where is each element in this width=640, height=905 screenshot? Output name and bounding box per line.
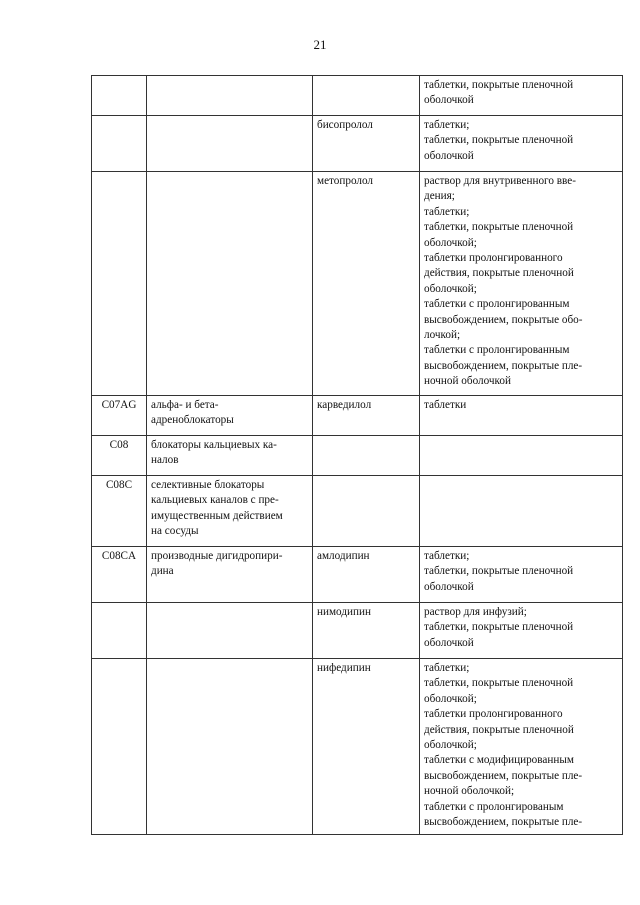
table-row: [92, 116, 623, 172]
pharmacological-group-cell: селективные блокаторы кальциевых каналов с пре- имущественным действием на сосуды: [147, 476, 313, 547]
atc-code-cell: C08CA: [92, 547, 147, 603]
table-row: [92, 603, 623, 659]
atc-code-cell: [92, 172, 147, 396]
table-row: [92, 476, 623, 547]
atc-code-cell: [92, 659, 147, 835]
pharmacological-group-cell: [147, 172, 313, 396]
table-row: [92, 436, 623, 476]
drug-classification-table: [91, 75, 623, 835]
table-row: [92, 547, 623, 603]
pharmacological-group-cell: [147, 76, 313, 116]
pharmacological-group-cell: блокаторы кальциевых ка- налов: [147, 436, 313, 476]
drug-name-cell: метопролол: [313, 172, 420, 396]
table-row: [92, 659, 623, 835]
dosage-form-cell: таблетки; таблетки, покрытые пленочной оболочкой: [420, 116, 623, 172]
pharmacological-group-cell: [147, 659, 313, 835]
atc-code-cell: C08: [92, 436, 147, 476]
atc-code-cell: C08C: [92, 476, 147, 547]
table-row: [92, 396, 623, 436]
drug-name-cell: бисопролол: [313, 116, 420, 172]
table-row: [92, 76, 623, 116]
dosage-form-cell: [420, 436, 623, 476]
drug-name-cell: амлодипин: [313, 547, 420, 603]
pharmacological-group-cell: альфа- и бета- адреноблокаторы: [147, 396, 313, 436]
atc-code-cell: [92, 603, 147, 659]
dosage-form-cell: таблетки; таблетки, покрытые пленочной оболочкой: [420, 547, 623, 603]
dosage-form-cell: таблетки, покрытые пленочной оболочкой: [420, 76, 623, 116]
dosage-form-cell: таблетки: [420, 396, 623, 436]
dosage-form-cell: раствор для внутривенного вве- дения; таблетки; таблетки, покрытые пленочной оболочкой; таблетки пролонгированного действия, покрытые пленочной оболочкой; таблетки с пролонгированным высвобождением, покрытые обо- лочкой; таблетки с пролонгированным высвобождением, покрытые пле- ночной оболочкой: [420, 172, 623, 396]
drug-name-cell: [313, 436, 420, 476]
dosage-form-cell: раствор для инфузий; таблетки, покрытые пленочной оболочкой: [420, 603, 623, 659]
drug-name-cell: нимодипин: [313, 603, 420, 659]
drug-name-cell: [313, 76, 420, 116]
pharmacological-group-cell: производные дигидропири- дина: [147, 547, 313, 603]
page-number: 21: [313, 37, 327, 52]
pharmacological-group-cell: [147, 603, 313, 659]
drug-name-cell: [313, 476, 420, 547]
atc-code-cell: [92, 116, 147, 172]
atc-code-cell: C07AG: [92, 396, 147, 436]
drug-name-cell: нифедипин: [313, 659, 420, 835]
dosage-form-cell: [420, 476, 623, 547]
table-body: [92, 76, 623, 835]
table-row: [92, 172, 623, 396]
atc-code-cell: [92, 76, 147, 116]
drug-name-cell: карведилол: [313, 396, 420, 436]
pharmacological-group-cell: [147, 116, 313, 172]
dosage-form-cell: таблетки; таблетки, покрытые пленочной оболочкой; таблетки пролонгированного действия, покрытые пленочной оболочкой; таблетки с модифицированным высвобождением, покрытые пле- ночной оболочкой; таблетки с пролонгированым высвобождением, покрытые пле-: [420, 659, 623, 835]
